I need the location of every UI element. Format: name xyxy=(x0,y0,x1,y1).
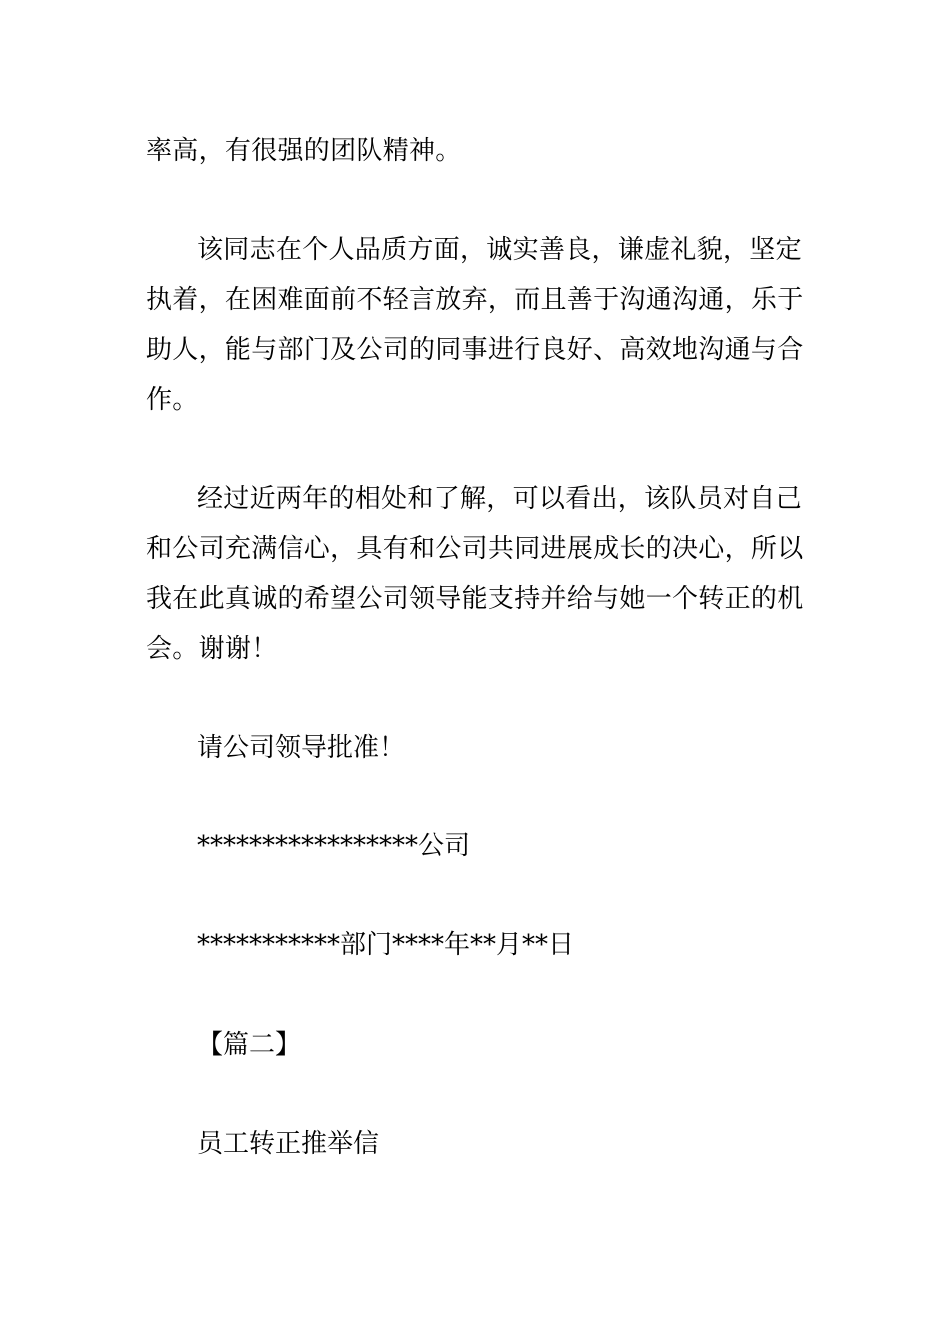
paragraph-1 xyxy=(146,126,810,176)
paragraph-line: 该同志在个人品质方面，诚实善良，谦虚礼貌，坚定 xyxy=(197,235,802,265)
paragraph-2 xyxy=(146,225,810,425)
department-date-line: ***********部门****年**月**日 xyxy=(197,930,575,960)
paragraph-line: 率高，有很强的团队精神。 xyxy=(146,136,462,166)
paragraph-line: 经过近两年的相处和了解，可以看出，该队员对自己 xyxy=(197,484,802,514)
letter-title: 员工转正推举信 xyxy=(197,1129,380,1159)
paragraph-line: 和公司充满信心，具有和公司共同进展成长的决心，所以 xyxy=(146,534,804,564)
paragraph-line: 会。谢谢！ xyxy=(146,634,278,664)
paragraph-line: 作。 xyxy=(146,385,199,415)
paragraph-3 xyxy=(146,474,810,674)
approval-request: 请公司领导批准！ xyxy=(197,733,406,763)
paragraph-line: 助人，能与部门及公司的同事进行良好、高效地沟通与合 xyxy=(146,335,804,365)
paragraph-line: 我在此真诚的希望公司领导能支持并给与她一个转正的机 xyxy=(146,584,804,614)
paragraph-line: 执着，在困难面前不轻言放弃，而且善于沟通沟通，乐于 xyxy=(146,285,804,315)
company-signature: *****************公司 xyxy=(197,831,471,861)
section-heading: 【篇二】 xyxy=(197,1030,302,1060)
